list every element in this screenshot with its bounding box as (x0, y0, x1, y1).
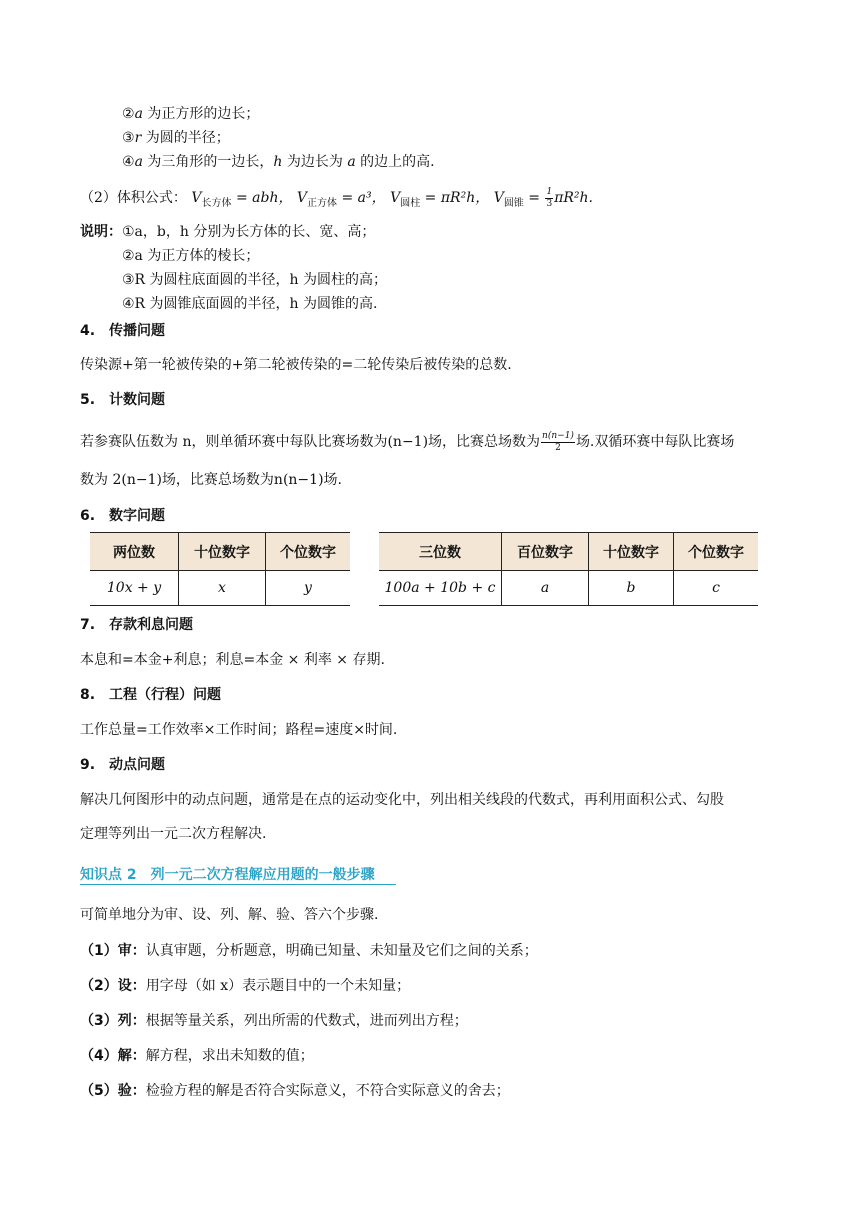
table-cell: x (179, 571, 266, 606)
section-7-text: 本息和=本金+利息；利息=本金 × 利率 × 存期. (80, 652, 385, 668)
step-2 (80, 976, 410, 996)
note-text: 的边上的高. (355, 154, 435, 170)
eq-cone-b: πR²h. (554, 190, 594, 206)
frac-den: 3 (546, 198, 553, 209)
section-4-text: 传染源+第一轮被传染的+第二轮被传染的=二轮传染后被传染的总数. (80, 357, 512, 373)
note-text: 为三角形的一边长， (142, 154, 274, 170)
section-5-text-2: 数为 2(n−1)场，比赛总场数为n(n−1)场. (80, 472, 342, 488)
frac-den: 2 (555, 442, 561, 453)
section-9-text-1: 解决几何图形中的动点问题，通常是在点的运动变化中，列出相关线段的代数式，再利用面积公式、勾股 (80, 792, 724, 808)
section-5-text-1 (80, 428, 734, 456)
table-header: 十位数字 (179, 533, 266, 571)
explain-line-2 (122, 246, 259, 266)
section-7-heading: 7. 存款利息问题 (80, 617, 194, 633)
table-cell: 100a + 10b + c (379, 571, 502, 606)
section-5-heading: 5. 计数问题 (80, 392, 166, 408)
area-note-4 (122, 152, 435, 172)
frac-num: 1 (546, 186, 553, 197)
table-cell: c (674, 571, 759, 606)
var-h: h (273, 154, 283, 170)
explain-text: ③R 为圆柱底面圆的半径，h 为圆柱的高； (122, 272, 388, 288)
var-a: a (134, 154, 143, 170)
step-label: （1）审： (80, 943, 146, 959)
eq-cone-a: = (523, 190, 545, 206)
explain-line-3 (122, 270, 387, 290)
table-header: 三位数 (379, 533, 502, 571)
circled-3: ③ (122, 130, 135, 146)
section-9-heading: 9. 动点问题 (80, 757, 166, 773)
var-v: V (296, 190, 308, 206)
step-4 (80, 1046, 314, 1066)
step-text: 认真审题，分析题意，明确已知量、未知量及它们之间的关系； (145, 943, 538, 959)
table-header-row (90, 533, 350, 571)
area-note-3 (122, 128, 230, 148)
section-6-heading: 6. 数字问题 (80, 508, 166, 524)
three-digit-table (379, 532, 758, 606)
title-underline (80, 884, 396, 885)
circled-2: ② (122, 106, 135, 122)
step-text: 检验方程的解是否符合实际意义，不符合实际意义的舍去； (145, 1083, 510, 1099)
table-header: 两位数 (90, 533, 179, 571)
table-header: 个位数字 (674, 533, 759, 571)
table-header: 个位数字 (266, 533, 351, 571)
var-a: a (347, 154, 356, 170)
table-header: 百位数字 (502, 533, 589, 571)
var-r: r (134, 130, 142, 146)
knowledge-point-2-title: 知识点 2 列一元二次方程解应用题的一般步骤 (80, 867, 375, 883)
kp2-intro: 可简单地分为审、设、列、解、验、答六个步骤. (80, 907, 379, 923)
explain-text: ①a，b，h 分别为长方体的长、宽、高； (122, 224, 376, 240)
explain-text: ②a 为正方体的棱长； (122, 248, 260, 264)
step-3 (80, 1011, 468, 1031)
section-4-heading: 4. 传播问题 (80, 323, 166, 339)
table-header: 十位数字 (589, 533, 674, 571)
eq-cylinder: = πR²h， (420, 190, 490, 206)
step-text: 解方程，求出未知数的值； (145, 1048, 314, 1064)
note-text: 为圆的半径； (141, 130, 230, 146)
note-text: 为边长为 (282, 154, 348, 170)
explain-label: 说明： (80, 224, 122, 240)
step-label: （4）解： (80, 1048, 146, 1064)
sec5-text: 若参赛队伍数为 n，则单循环赛中每队比赛场数为(n−1)场，比赛总场数为 (80, 434, 541, 450)
step-label: （2）设： (80, 978, 146, 994)
area-note-2 (122, 104, 259, 124)
sec5-text: 场.双循环赛中每队比赛场 (575, 434, 735, 450)
note-text: 为正方形的边长； (142, 106, 260, 122)
step-5 (80, 1081, 510, 1101)
sub-cone: 圆锥 (503, 197, 524, 209)
table-cell: 10x + y (90, 571, 179, 606)
sub-cuboid: 长方体 (201, 197, 232, 209)
frac-num: n(n−1) (542, 430, 574, 441)
section-8-heading: 8. 工程（行程）问题 (80, 687, 222, 703)
eq-cuboid: = abh， (231, 190, 293, 206)
section-9-text-2: 定理等列出一元二次方程解决. (80, 826, 267, 842)
explain-line-1 (80, 222, 375, 242)
step-text: 根据等量关系，列出所需的代数式，进而列出方程； (145, 1013, 468, 1029)
fraction-one-third (545, 187, 553, 210)
circled-4: ④ (122, 154, 135, 170)
fraction-n-n-minus-1-over-2 (541, 431, 575, 454)
var-v: V (191, 190, 202, 206)
table-row (379, 571, 758, 606)
volume-prefix: （2）体积公式： (80, 190, 187, 206)
section-8-text: 工作总量=工作效率×工作时间；路程=速度×时间. (80, 722, 398, 738)
var-v: V (493, 190, 504, 206)
table-header-row (379, 533, 758, 571)
explain-line-4 (122, 294, 377, 314)
step-label: （5）验： (80, 1083, 146, 1099)
two-digit-table (90, 532, 350, 606)
table-row (90, 571, 350, 606)
table-cell: b (589, 571, 674, 606)
explain-text: ④R 为圆锥底面圆的半径，h 为圆锥的高. (122, 296, 378, 312)
volume-formula-line (80, 186, 593, 216)
var-a: a (134, 106, 143, 122)
step-1 (80, 941, 538, 961)
eq-cube: = a³， (337, 190, 386, 206)
table-cell: y (266, 571, 351, 606)
sub-cube: 正方体 (307, 197, 338, 209)
table-cell: a (502, 571, 589, 606)
var-v: V (390, 190, 401, 206)
step-text: 用字母（如 x）表示题目中的一个未知量； (145, 978, 411, 994)
sub-cylinder: 圆柱 (400, 197, 421, 209)
step-label: （3）列： (80, 1013, 146, 1029)
